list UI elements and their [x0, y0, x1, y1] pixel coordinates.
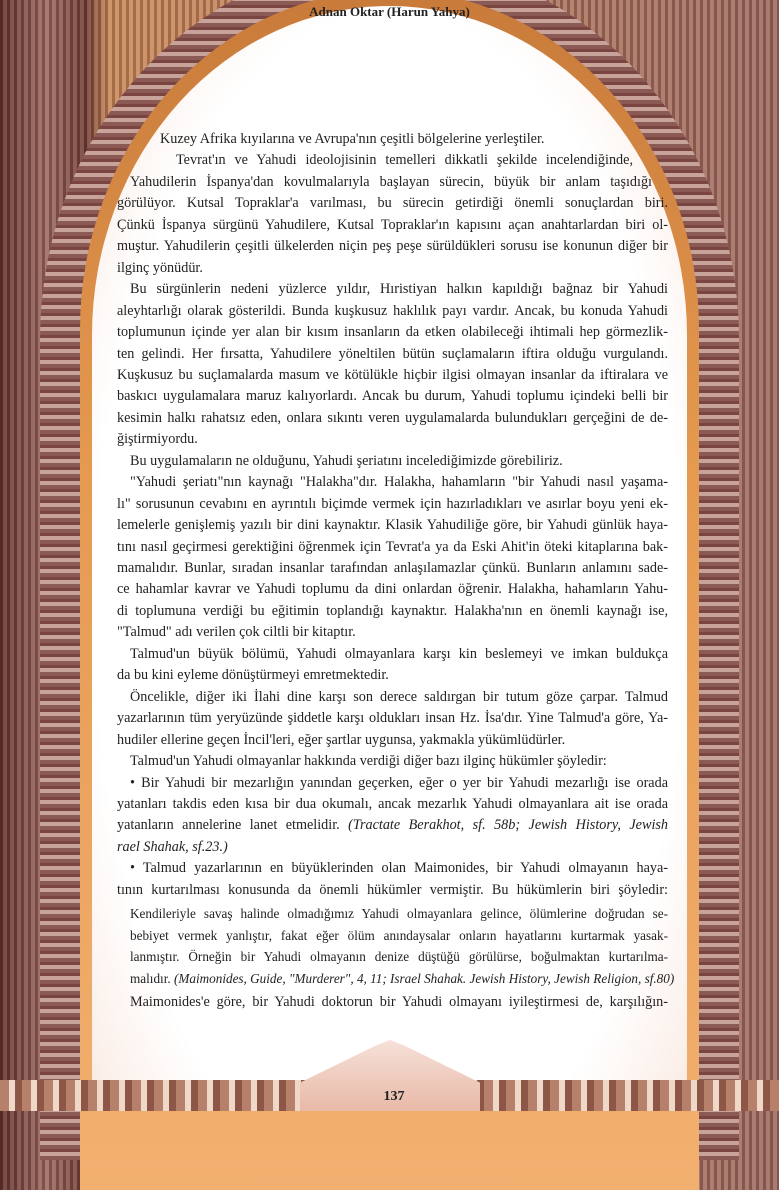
line-text: Bu sürgünlerin nedeni yüzlerce yıldır, Hıristiyan halkın kapıldığı bağnaz bir Yahudi — [130, 281, 668, 298]
line-text: lı" sorusunun cevabını en ayrıntılı biçimde vermek için hazırladıkları ve asırlar boyu yeni ek- — [117, 495, 668, 512]
line-text: di toplumuna verdiği bu eğitimin toplandığı kaynaktır. Halakha'nın en önemli kaynağı ise, — [117, 602, 668, 619]
text-line — [130, 751, 668, 771]
citation: (Maimonides, Guide, "Murderer", 4, 11; Israel Shahak. Jewish History, Jewish Religion, sf.80) — [173, 970, 675, 986]
line-text: muştur. Yahudilerin çeşitli ülkelerden niçin peş peşe sürüldükleri sorusu ise konunun diğer bir — [117, 238, 668, 255]
text-line — [130, 451, 668, 471]
text-line — [117, 494, 668, 514]
line-text: kesimin halkı rahatsız eden, onlara sıkıntı veren uygulamalarda bulundukları gerçeğini de de- — [117, 409, 668, 426]
text-line — [117, 601, 668, 621]
text-line — [130, 858, 668, 878]
line-text: Kuşkusuz bu suçlamalarda masum ve kötülükle hiçbir ilgisi olmayan insanlar da iftiralara ve — [117, 366, 668, 383]
line-text: "Talmud" adı verilen çok ciltli bir kitaptır. — [117, 624, 356, 641]
text-line — [130, 279, 668, 299]
text-line — [117, 708, 668, 728]
line-text: ğiştirmiyordu. — [117, 431, 198, 448]
line-text: ilginç yönüdür. — [117, 259, 203, 276]
line-text: lemelerle genişlemiş yazılı bir dini kaynaktır. Klasik Yahudiliğe göre, bir Yahudi günlük haya- — [117, 517, 668, 534]
text-line — [117, 537, 668, 557]
line-text: lanmıştır. Örneğin bir Yahudi olmayanın denize düştüğü görülürse, boğulmaktan kurtarılma- — [130, 949, 668, 965]
line-text: hudiler ellerine geçen İncil'leri, eğer şartlar uygunsa, yakmakla yükümlüdürler. — [117, 731, 566, 748]
text-line — [130, 172, 652, 192]
citation: (Tractate Berakhot, sf. 58b; Jewish History, Jewish — [348, 817, 668, 834]
line-text: aleyhtarlığı olarak gösterildi. Bunda kuşkusuz haklılık payı vardır. Ancak, bu konuda Yahudi — [117, 302, 668, 319]
text-line — [130, 472, 668, 492]
text-line — [117, 236, 668, 256]
text-line — [117, 258, 668, 278]
text-line — [117, 515, 668, 535]
line-text: Maimonides'e göre, bir Yahudi doktorun bir Yahudi olmayanı iyileştirmesi de, karşılığın- — [130, 994, 668, 1010]
line-text: bebiyet vermek yanlıştır, fakat eğer ölüm anındaysalar onların hayatlarını kurtarmak yasak- — [130, 927, 668, 943]
line-text: yatanların annelerine lanet etmelidir. — [117, 817, 349, 834]
line-text: toplumunun içinde yer alan bir kısım insanların da etken olabileceği ihtimali hep görmezlik- — [117, 324, 668, 341]
line-text: baskıcı uygulamalara maruz kalıyorlardı. Ancak bu durum, Yahudi toplumu içindeki belli bir — [117, 388, 668, 405]
text-line — [117, 429, 668, 449]
quote-line — [130, 904, 668, 924]
text-line — [117, 386, 668, 406]
text-line — [117, 193, 668, 213]
citation: rael Shahak, sf.23.) — [117, 838, 228, 855]
text-line — [117, 408, 668, 428]
text-line — [117, 730, 668, 750]
line-text: Kendileriyle savaş halinde olmadığımız Yahudi olmayanlara gelince, ölümlerine doğrudan se- — [130, 906, 668, 922]
line-text: Kuzey Afrika kıyılarına ve Avrupa'nın çeşitli bölgelerine yerleştiler. — [160, 131, 545, 147]
text-line — [160, 129, 608, 149]
line-text: Çünkü İspanya sürgünü Yahudilere, Kutsal Topraklar'ın kapısını açan anahtarlardan biri ol- — [117, 216, 668, 233]
page-number: 137 — [383, 1089, 405, 1104]
text-line — [130, 992, 668, 1012]
line-text: malıdır. — [130, 970, 174, 986]
quote-line — [130, 926, 668, 946]
text-line — [117, 322, 668, 342]
text-line — [117, 815, 668, 835]
line-text: Yahudilerin İspanya'dan kovulmalarıyla başlayan sürecin, büyük bir anlam taşıdığı — [130, 173, 652, 190]
running-header: Adnan Oktar (Harun Yahya) — [309, 4, 470, 19]
line-text: Talmud'un Yahudi olmayanlar hakkında verdiği diğer bazı ilginç hükümler şöyledir: — [130, 753, 607, 770]
line-text: mamalıdır. Bunlar, sıradan insanlar tarafından anlaşılamazlar çünkü. Bunların anlamını sade- — [117, 560, 668, 576]
line-text: da bu kini eyleme dönüştürmeyi emretmektedir. — [117, 667, 389, 684]
line-text: ten gelindi. Her fırsatta, Yahudilere yöneltilen bütün suçlamaların iftira olduğu vurgulandı. — [117, 345, 668, 362]
line-text: • Bir Yahudi bir mezarlığın yanından geçerken, eğer o yer bir Yahudi mezarlığı ise orada — [130, 774, 668, 791]
line-text: tının kurtarılması konusunda da önemli hükümler vermiştir. Bu hükümlerin biri şöyledir: — [117, 881, 668, 898]
text-line — [117, 365, 668, 385]
text-line — [117, 665, 668, 685]
text-line — [117, 301, 668, 321]
text-line — [117, 344, 668, 364]
text-line — [130, 644, 668, 664]
text-line — [117, 880, 668, 900]
text-line — [117, 215, 668, 235]
line-text: yatanları takdis eden kısa bir dua okumalı, ancak mezarlık Yahudi olmayanlara ait ise orada — [117, 795, 668, 812]
line-text: ce hahamlar kavrar ve Yahudi toplumu da dini onlardan öğrenir. Halakha, hahamların Yahu- — [117, 581, 668, 598]
line-text: "Yahudi şeriatı"nın kaynağı "Halakha"dır. Halakha, hahamların "bir Yahudi nasıl yaşama- — [130, 474, 668, 491]
line-text: tını nasıl geçirmesi gerektiğini öğrenmek için Tevrat'a ya da Eski Ahit'in öteki kitaplarına bak- — [117, 538, 668, 555]
text-line — [117, 837, 668, 857]
line-text: Bu uygulamaların ne olduğunu, Yahudi şeriatını incelediğimizde görebiliriz. — [130, 452, 563, 469]
text-line — [176, 150, 633, 170]
text-line — [117, 558, 668, 578]
line-text: görülüyor. Kutsal Topraklar'a varılması, bu sürecin getirdiği önemli sonuçlardan biri. — [117, 195, 668, 212]
line-text: Öncelikle, diğer iki İlahi dine karşı son derece saldırgan bir tutum göze çarpar. Talmud — [130, 688, 668, 705]
quote-line — [130, 947, 668, 967]
line-text: • Talmud yazarlarının en büyüklerinden olan Maimonides, bir Yahudi olmayanın haya- — [130, 860, 668, 877]
text-line — [117, 794, 668, 814]
text-line — [117, 579, 668, 599]
line-text: Tevrat'ın ve Yahudi ideolojisinin temelleri dikkatli şekilde incelendiğinde, — [176, 152, 633, 169]
text-line — [117, 622, 668, 642]
text-line — [130, 773, 668, 793]
line-text: Talmud'un büyük bölümü, Yahudi olmayanlara karşı kin beslemeyi ve imkan buldukça — [130, 645, 668, 662]
text-line — [130, 687, 668, 707]
quote-line — [130, 969, 675, 989]
line-text: yazarlarının tüm yeryüzünde şiddetle karşı oldukları insan Hz. İsa'dır. Yine Talmud'a göre, Ya- — [117, 710, 668, 727]
